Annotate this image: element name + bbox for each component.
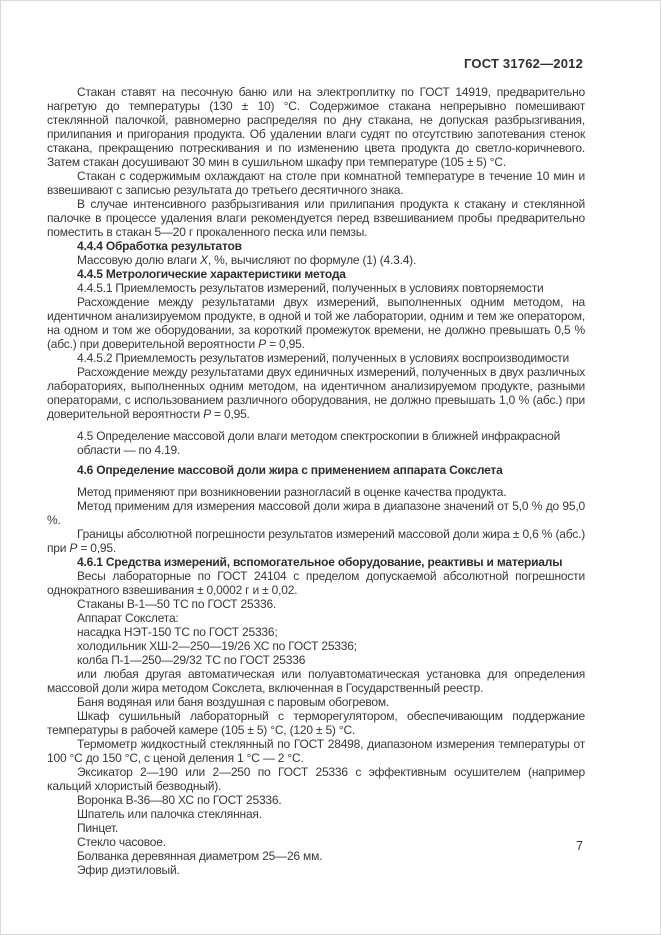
- section-heading: [77, 463, 585, 477]
- paragraph: [47, 365, 585, 421]
- text-run: 4.4.5 Метрологические характеристики метода: [77, 267, 346, 281]
- paragraph: [47, 527, 585, 555]
- text-run: 4.4.5.1 Приемлемость результатов измерений, полученных в условиях повторяемости: [77, 281, 544, 295]
- text-run: Весы лабораторные по ГОСТ 24104 с пределом допускаемой абсолютной погрешности однократного взвешивания ± 0,0002 г и ± 0,02.: [47, 569, 585, 597]
- paragraph: [47, 709, 585, 737]
- section-heading: [47, 239, 585, 253]
- text-run: = 0,95.: [210, 407, 250, 421]
- text-run: Метод применим для измерения массовой доли жира в диапазоне значений от 5,0 % до 95,0 %.: [47, 499, 585, 527]
- text-run: или любая другая автоматическая или полуавтоматическая установка для определения массовой доли жира методом Сокслета, включенная в Государственный реестр.: [47, 667, 585, 695]
- text-run: Пинцет.: [77, 821, 119, 835]
- text-run: 4.4.4 Обработка результатов: [77, 239, 242, 253]
- paragraph: [47, 835, 585, 849]
- text-run: Стаканы В-1—50 ТС по ГОСТ 25336.: [77, 597, 277, 611]
- paragraph: [47, 85, 585, 169]
- text-run: Границы абсолютной погрешности результатов измерений массовой доли жира ± 0,6 % (абс.) при: [47, 527, 585, 555]
- text-run: Шкаф сушильный лабораторный с терморегулятором, обеспечивающим поддержание температуры в рабочей камере (105 ± 5) °С, (120 ± 5) °С.: [47, 709, 585, 737]
- text-run: Массовую долю влаги: [77, 253, 200, 267]
- paragraph: [47, 639, 585, 653]
- paragraph: [47, 653, 585, 667]
- text-run: Эфир диэтиловый.: [77, 863, 180, 877]
- italic-variable: P: [203, 407, 211, 421]
- text-run: = 0,95.: [77, 541, 116, 555]
- text-run: Воронка В-36—80 ХС по ГОСТ 25336.: [77, 793, 282, 807]
- document-header-standard-number: ГОСТ 31762—2012: [464, 56, 583, 71]
- paragraph: [47, 821, 585, 835]
- paragraph: [47, 793, 585, 807]
- text-run: , %, вычисляют по формуле (1) (4.3.4).: [207, 253, 417, 267]
- text-run: колба П-1—250—29/32 ТС по ГОСТ 25336: [77, 653, 306, 667]
- paragraph: [47, 597, 585, 611]
- text-run: Термометр жидкостный стеклянный по ГОСТ 28498, диапазоном измерения температуры от 100 °С до 150 °С, с ценой деления 1 °С — 2 °С.: [47, 737, 585, 765]
- text-run: Аппарат Сокслета:: [77, 611, 179, 625]
- text-run: 4.5 Определение массовой доли влаги методом спектроскопии в ближней инфракрасной области — по 4.19.: [77, 429, 561, 457]
- page-number: 7: [576, 839, 583, 853]
- subsection-reference: [77, 429, 585, 457]
- text-run: Стекло часовое.: [77, 835, 166, 849]
- text-run: насадка НЭТ-150 ТС по ГОСТ 25336;: [77, 625, 278, 639]
- text-run: В случае интенсивного разбрызгивания или прилипания продукта к стакану и стеклянной палочке в процессе удаления влаги рекомендуется перед взвешиванием пробы предварительно поместить в стакан 5—20 г прокаленного песка или пемзы.: [47, 197, 585, 239]
- paragraph: [47, 695, 585, 709]
- text-run: Болванка деревянная диаметром 25—26 мм.: [77, 849, 323, 863]
- paragraph: [47, 281, 585, 295]
- text-run: Баня водяная или баня воздушная с паровым обогревом.: [77, 695, 390, 709]
- paragraph: [47, 807, 585, 821]
- section-heading: [47, 555, 585, 569]
- text-run: холодильник ХШ-2—250—19/26 ХС по ГОСТ 25336;: [77, 639, 357, 653]
- paragraph: [47, 169, 585, 197]
- text-run: Шпатель или палочка стеклянная.: [77, 807, 262, 821]
- text-run: 4.4.5.2 Приемлемость результатов измерений, полученных в условиях воспроизводимости: [77, 351, 570, 365]
- paragraph: [47, 667, 585, 695]
- text-run: Расхождение между результатами двух единичных измерений, полученных в двух различных лабораториях, выполненных одним методом, на идентичном анализируемом продукте, разными операторами, с использованием различного оборудования, не должно превышать 1,0 % (абс.) при доверительной вероятности: [47, 365, 585, 421]
- paragraph: [47, 765, 585, 793]
- text-run: Метод применяют при возникновении разногласий в оценке качества продукта.: [77, 485, 507, 499]
- paragraph: [47, 611, 585, 625]
- paragraph: [47, 253, 585, 267]
- italic-variable: X: [200, 253, 208, 267]
- paragraph: [47, 499, 585, 527]
- paragraph: [47, 197, 585, 239]
- text-run: = 0,95.: [265, 337, 305, 351]
- document-blocks: [47, 85, 585, 877]
- text-run: Расхождение между результатами двух измерений, выполненных одним методом, на идентичном анализируемом продукте, в одной и той же лаборатории, одним и тем же оператором, на одном и том же оборудовании, за короткий промежуток времени, не должно превышать 0,5 % (абс.) при доверительной вероятности: [47, 295, 585, 351]
- italic-variable: P: [258, 337, 266, 351]
- text-run: 4.6 Определение массовой доли жира с применением аппарата Сокслета: [77, 463, 503, 477]
- paragraph: [47, 351, 585, 365]
- paragraph: [47, 737, 585, 765]
- text-run: Эксикатор 2—190 или 2—250 по ГОСТ 25336 с эффективным осушителем (например кальций хлористый безводный).: [47, 765, 585, 793]
- text-run: 4.6.1 Средства измерений, вспомогательное оборудование, реактивы и материалы: [77, 555, 563, 569]
- paragraph: [47, 569, 585, 597]
- paragraph: [47, 485, 585, 499]
- paragraph: [47, 295, 585, 351]
- paragraph: [47, 849, 585, 863]
- paragraph: [47, 625, 585, 639]
- text-run: Стакан ставят на песочную баню или на электроплитку по ГОСТ 14919, предварительно нагретую до температуры (130 ± 10) °С. Содержимое стакана непрерывно помешивают стеклянной палочкой, равномерно распределяя по дну стакана, не допуская разбрызгивания, прилипания и пригорания продукта. Об удалении влаги судят по отсутствию запотевания стенок стакана, прекращению потрескивания и по изменению цвета продукта до светло-коричневого. Затем стакан досушивают 30 мин в сушильном шкафу при температуре (105 ± 5) °С.: [47, 85, 585, 169]
- paragraph: [47, 863, 585, 877]
- italic-variable: P: [69, 541, 78, 555]
- section-heading: [47, 267, 585, 281]
- text-run: Стакан с содержимым охлаждают на столе при комнатной температуре в течение 10 мин и взвешивают с записью результата до третьего десятичного знака.: [47, 169, 585, 197]
